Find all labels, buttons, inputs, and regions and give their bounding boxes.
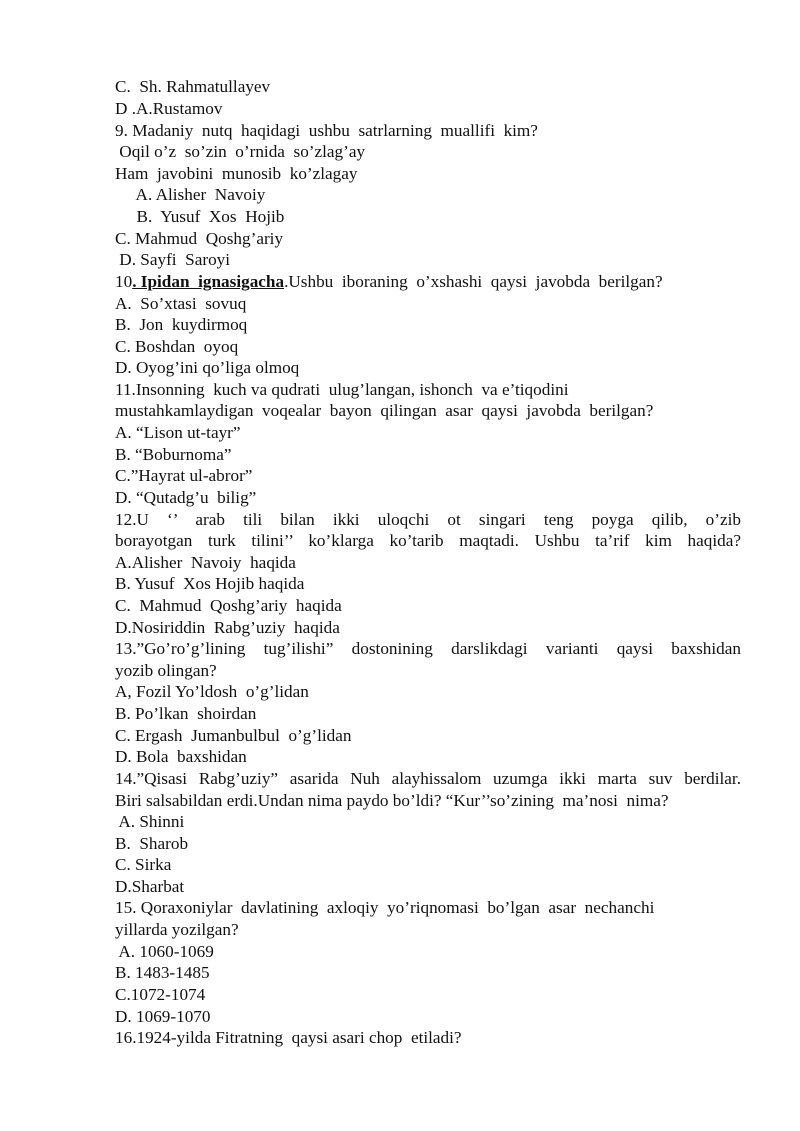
- option-c-q15: C.1072-1074: [115, 985, 206, 1004]
- option-c-q10: C. Boshdan oyoq: [115, 337, 239, 356]
- option-b-q11: B. “Boburnoma”: [115, 445, 232, 464]
- poem-line-2: Ham javobini munosib ko’zlagay: [115, 164, 358, 183]
- question-16: 16.1924-yilda Fitratning qaysi asari chop etiladi?: [115, 1028, 462, 1047]
- option-b-q14: B. Sharob: [115, 834, 189, 853]
- option-a-q11: A. “Lison ut-tayr”: [115, 423, 241, 442]
- option-b-q15: B. 1483-1485: [115, 963, 210, 982]
- option-b-q13: B. Po’lkan shoirdan: [115, 704, 257, 723]
- question-14-line-2: Biri salsabildan erdi.Undan nima paydo bo’ldi? “Kur’’so’zining ma’nosi nima?: [115, 791, 669, 810]
- option-c-q8: C. Sh. Rahmatullayev: [115, 77, 271, 96]
- option-b-q12: B. Yusuf Xos Hojib haqida: [115, 574, 305, 593]
- question-9: 9. Madaniy nutq haqidagi ushbu satrlarning muallifi kim?: [115, 121, 538, 140]
- option-d-q12: D.Nosiriddin Rabg’uziy haqida: [115, 618, 340, 637]
- question-10-phrase: . Ipidan ignasigacha: [132, 272, 285, 291]
- option-c-q9: C. Mahmud Qoshg’ariy: [115, 229, 284, 248]
- option-b-q9: B. Yusuf Xos Hojib: [115, 207, 285, 226]
- option-c-q14: C. Sirka: [115, 855, 172, 874]
- option-d-q10: D. Oyog’ini qo’liga olmoq: [115, 358, 300, 377]
- option-d-q9: D. Sayfi Saroyi: [115, 250, 231, 269]
- question-13-line-1: 13.”Go’ro’g’lining tug’ilishi” dostonining darslikdagi varianti qaysi baxshidan: [115, 639, 741, 658]
- option-a-q14: A. Shinni: [115, 812, 185, 831]
- option-c-q11: C.”Hayrat ul-abror”: [115, 466, 253, 485]
- question-10: [115, 271, 663, 292]
- question-11-line-2: mustahkamlaydigan voqealar bayon qilingan asar qaysi javobda berilgan?: [115, 401, 654, 420]
- option-d-q11: D. “Qutadg’u bilig”: [115, 488, 257, 507]
- poem-line-1: Oqil o’z so’zin o’rnida so’zlag’ay: [115, 142, 366, 161]
- option-a-q9: A. Alisher Navoiy: [115, 185, 266, 204]
- question-14-line-1: 14.”Qisasi Rabg’uziy” asarida Nuh alayhissalom uzumga ikki marta suv berdilar.: [115, 769, 741, 788]
- option-a-q12: A.Alisher Navoiy haqida: [115, 553, 296, 572]
- option-c-q13: C. Ergash Jumanbulbul o’g’lidan: [115, 726, 352, 745]
- option-d-q8: D .A.Rustamov: [115, 99, 223, 118]
- option-d-q14: D.Sharbat: [115, 877, 185, 896]
- question-10-text: .Ushbu iboraning o’xshashi qaysi javobda berilgan?: [284, 272, 663, 291]
- option-d-q15: D. 1069-1070: [115, 1007, 211, 1026]
- question-11-line-1: 11.Insonning kuch va qudrati ulug’langan, ishonch va e’tiqodini: [115, 380, 569, 399]
- question-13-line-2: yozib olingan?: [115, 661, 217, 680]
- option-a-q10: A. So’xtasi sovuq: [115, 294, 247, 313]
- option-b-q10: B. Jon kuydirmoq: [115, 315, 248, 334]
- option-a-q13: A, Fozil Yo’ldosh o’g’lidan: [115, 682, 309, 701]
- question-15-line-2: yillarda yozilgan?: [115, 920, 239, 939]
- question-12-line-1: 12.U ‘’ arab tili bilan ikki uloqchi ot singari teng poyga qilib, o’zib: [115, 510, 741, 529]
- option-d-q13: D. Bola baxshidan: [115, 747, 247, 766]
- question-10-number: 10: [115, 272, 133, 291]
- option-c-q12: C. Mahmud Qoshg’ariy haqida: [115, 596, 342, 615]
- option-a-q15: A. 1060-1069: [115, 942, 214, 961]
- question-15-line-1: 15. Qoraxoniylar davlatining axloqiy yo’riqnomasi bo’lgan asar nechanchi: [115, 898, 655, 917]
- question-12-line-2: borayotgan turk tilini’’ ko’klarga ko’tarib maqtadi. Ushbu ta’rif kim haqida?: [115, 531, 741, 550]
